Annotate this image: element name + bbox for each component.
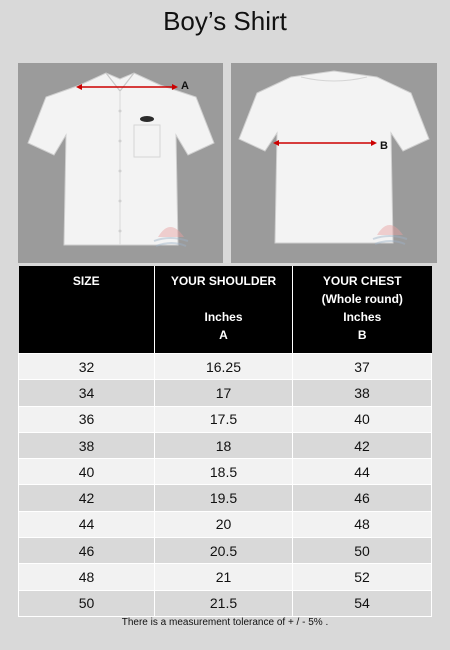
cell-chest: 38 — [293, 380, 432, 406]
cell-shoulder: 21.5 — [155, 590, 293, 616]
table-row — [19, 511, 432, 537]
cell-size: 44 — [19, 511, 155, 537]
cell-shoulder: 20.5 — [155, 538, 293, 564]
cell-chest: 48 — [293, 511, 432, 537]
cell-chest: 37 — [293, 354, 432, 380]
cell-size: 34 — [19, 380, 155, 406]
cell-shoulder: 17 — [155, 380, 293, 406]
marker-b-label: B — [380, 140, 388, 152]
table-row — [19, 538, 432, 564]
table-row — [19, 564, 432, 590]
page-title: Boy’s Shirt — [163, 6, 287, 36]
table-row — [19, 432, 432, 458]
cell-chest: 54 — [293, 590, 432, 616]
cell-chest: 44 — [293, 459, 432, 485]
header-shoulder: YOUR SHOULDER Inches A — [155, 266, 293, 354]
cell-size: 46 — [19, 538, 155, 564]
cell-size: 38 — [19, 432, 155, 458]
table-header-row — [19, 266, 432, 354]
table-row — [19, 485, 432, 511]
size-chart-table — [18, 266, 432, 617]
cell-shoulder: 16.25 — [155, 354, 293, 380]
cell-size: 48 — [19, 564, 155, 590]
cell-chest: 50 — [293, 538, 432, 564]
table-row — [19, 380, 432, 406]
shirt-back-illustration — [231, 63, 437, 263]
cell-shoulder: 17.5 — [155, 406, 293, 432]
tolerance-note: There is a measurement tolerance of + / - 5% . — [121, 617, 329, 628]
cell-size: 42 — [19, 485, 155, 511]
cell-size: 40 — [19, 459, 155, 485]
cell-shoulder: 19.5 — [155, 485, 293, 511]
table-row — [19, 459, 432, 485]
cell-size: 32 — [19, 354, 155, 380]
cell-size: 36 — [19, 406, 155, 432]
table-row — [19, 590, 432, 616]
cell-chest: 52 — [293, 564, 432, 590]
cell-shoulder: 21 — [155, 564, 293, 590]
cell-shoulder: 18 — [155, 432, 293, 458]
cell-chest: 46 — [293, 485, 432, 511]
shirt-back-photo — [231, 63, 437, 263]
header-chest: YOUR CHEST (Whole round) Inches B — [293, 266, 432, 354]
cell-chest: 40 — [293, 406, 432, 432]
cell-shoulder: 20 — [155, 511, 293, 537]
table-row — [19, 354, 432, 380]
shirt-front-illustration — [18, 63, 223, 263]
table-row — [19, 406, 432, 432]
shirt-front-photo — [18, 63, 223, 263]
marker-a-label: A — [181, 80, 189, 92]
cell-shoulder: 18.5 — [155, 459, 293, 485]
cell-chest: 42 — [293, 432, 432, 458]
header-size: SIZE — [19, 266, 155, 354]
cell-size: 50 — [19, 590, 155, 616]
